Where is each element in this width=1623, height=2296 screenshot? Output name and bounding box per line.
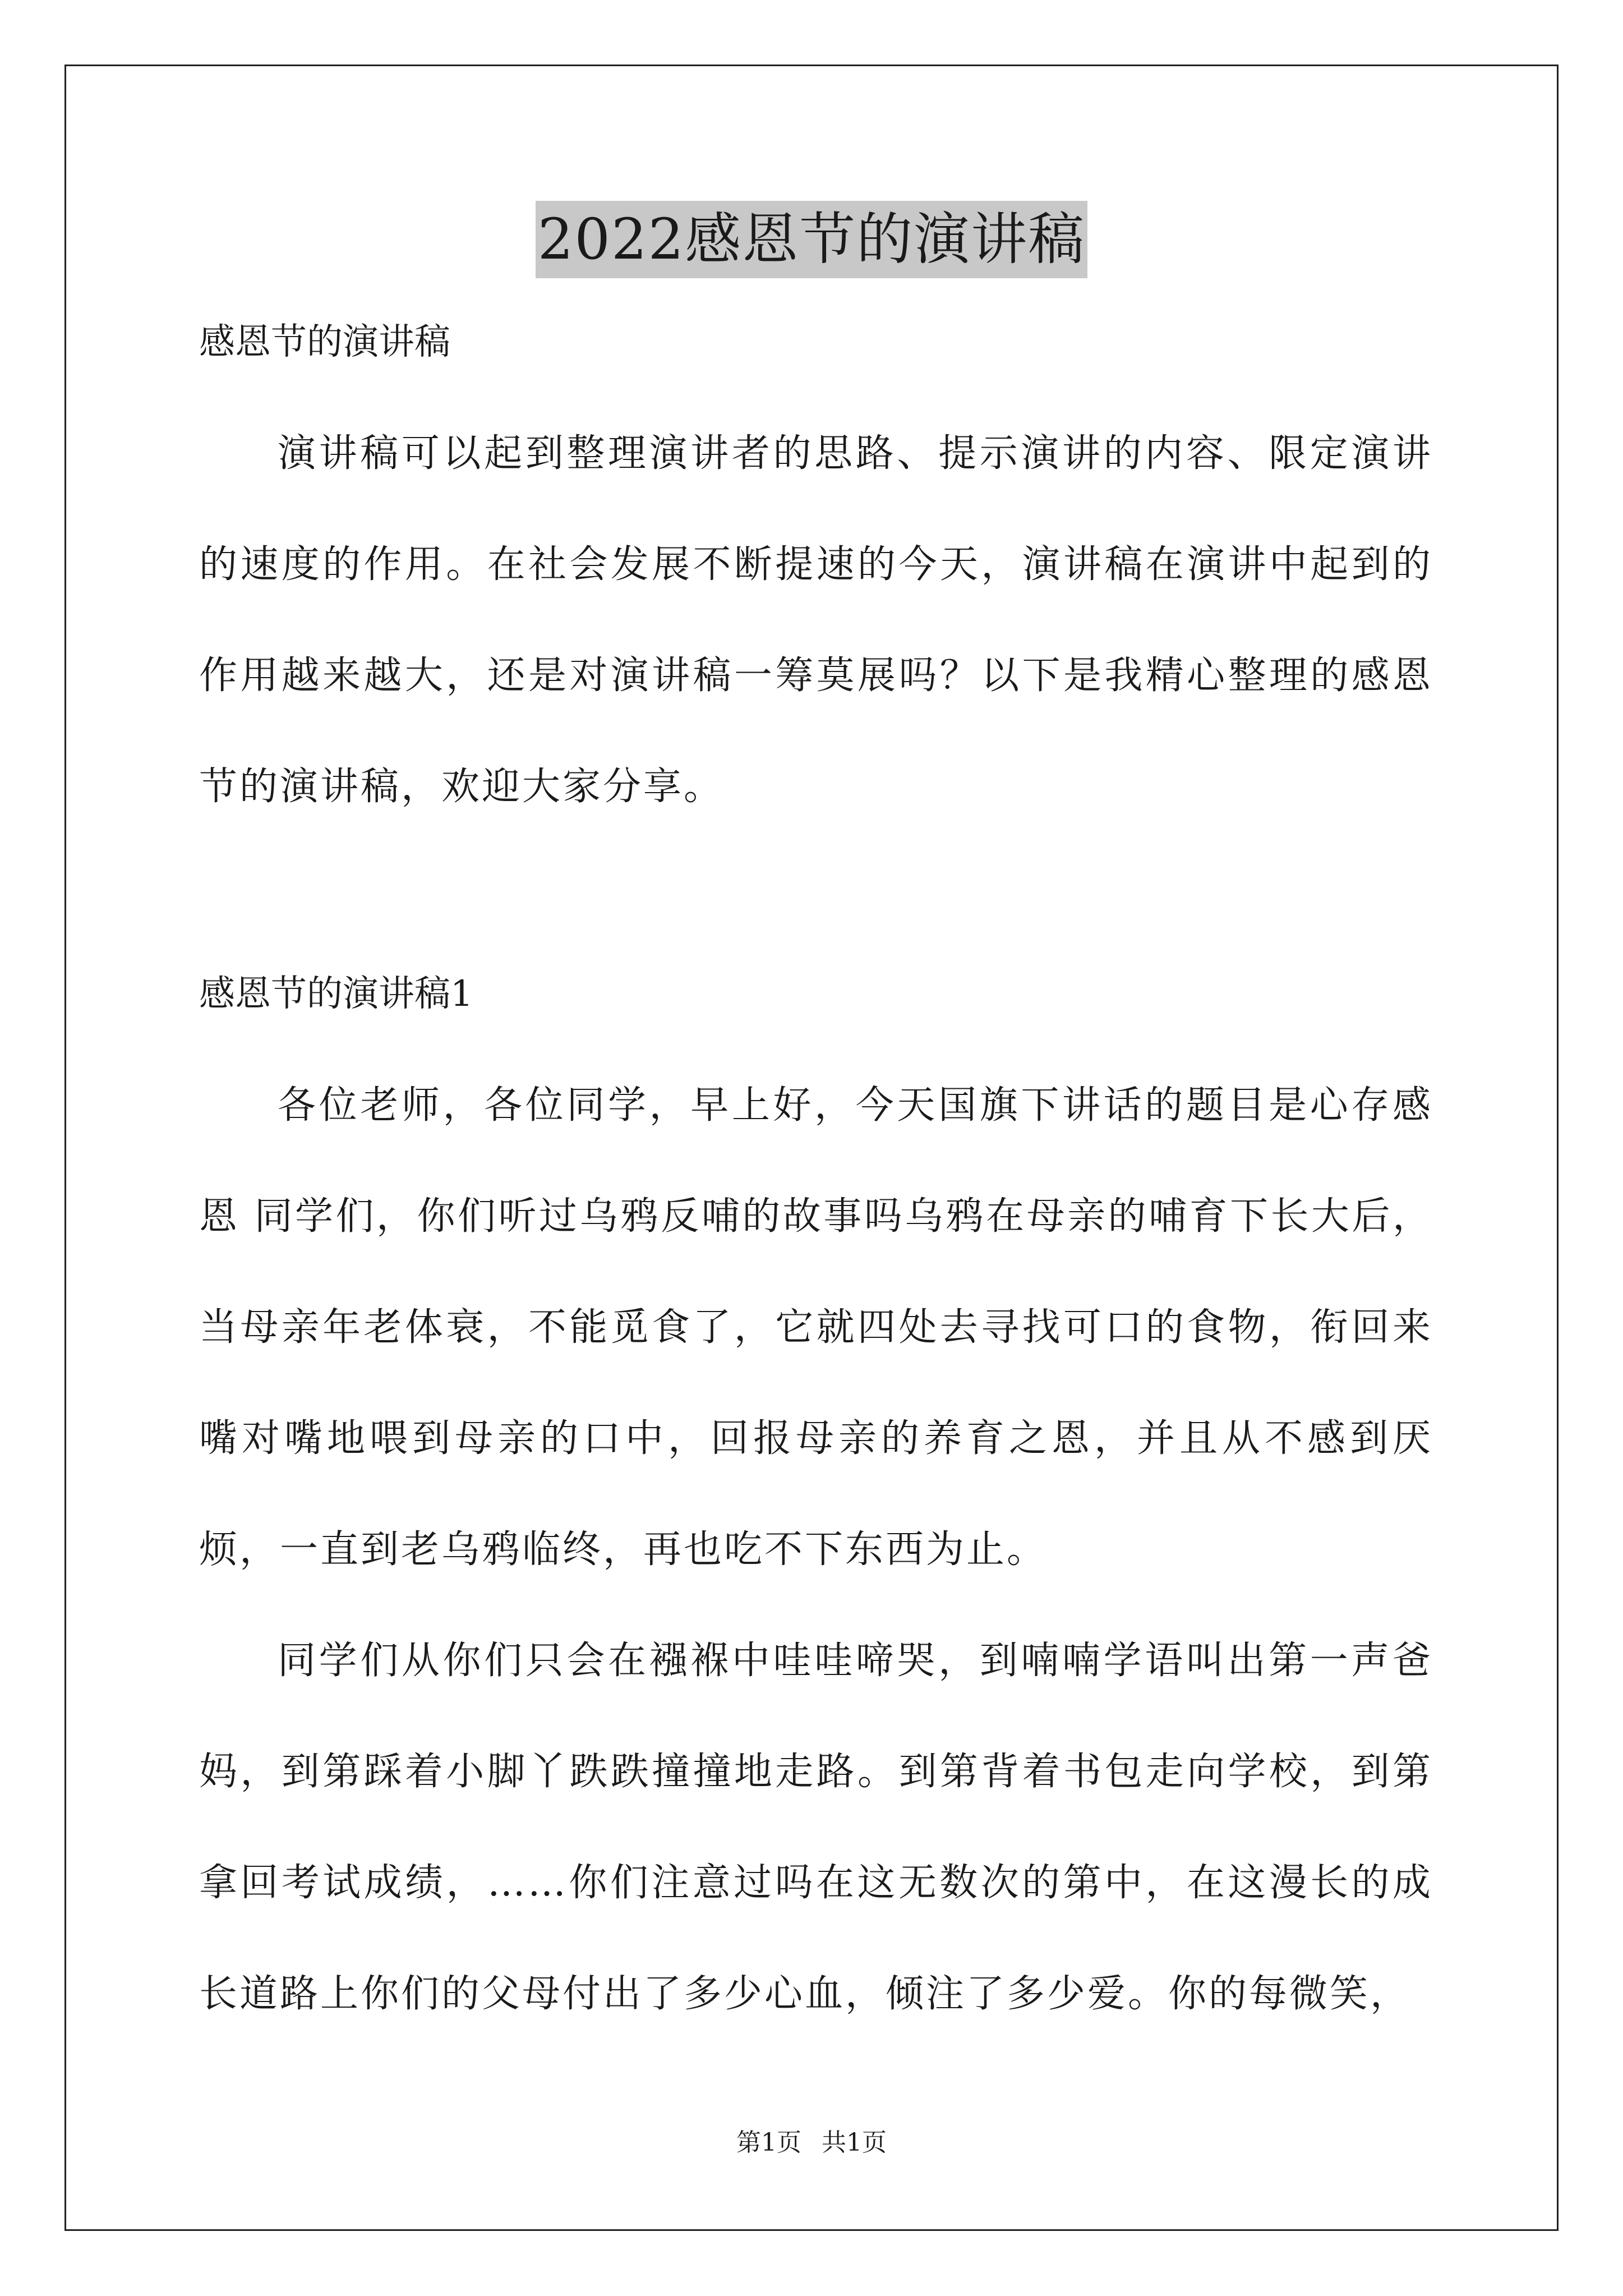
page-number: 第1页 (736, 2128, 801, 2157)
page-total: 共1页 (822, 2128, 887, 2157)
paragraph: 演讲稿可以起到整理演讲者的思路、提示演讲的内容、限定演讲的速度的作用。在社会发展不断提速的今天，演讲稿在演讲中起到的作用越来越大，还是对演讲稿一筹莫展吗？以下是我精心整理的感恩节的演讲稿，欢迎大家分享。 (199, 431, 1433, 809)
document-title: 2022感恩节的演讲稿 (536, 201, 1088, 278)
paragraph: 各位老师，各位同学，早上好，今天国旗下讲话的题目是心存感恩 同学们，你们听过乌鸦反哺的故事吗乌鸦在母亲的哺育下长大后，当母亲年老体衰，不能觅食了，它就四处去寻找可口的食物，衔回来嘴对嘴地喂到母亲的口中，回报母亲的养育之恩，并且从不感到厌烦，一直到老乌鸦临终，再也吃不下东西为止。 (199, 1083, 1433, 1572)
page-footer (0, 2126, 1623, 2160)
paragraph: 同学们从你们只会在襁褓中哇哇啼哭，到喃喃学语叫出第一声爸妈，到第踩着小脚丫跌跌撞撞地走路。到第背着书包走向学校，到第拿回考试成绩，……你们注意过吗在这无数次的第中，在这漫长的成长道路上你们的父母付出了多少心血，倾注了多少爱。你的每微笑， (199, 1639, 1433, 2016)
section-heading: 感恩节的演讲稿1 (199, 973, 473, 1015)
title-container (0, 201, 1623, 278)
section-heading: 感恩节的演讲稿 (199, 321, 450, 363)
document-body (199, 314, 1433, 2050)
